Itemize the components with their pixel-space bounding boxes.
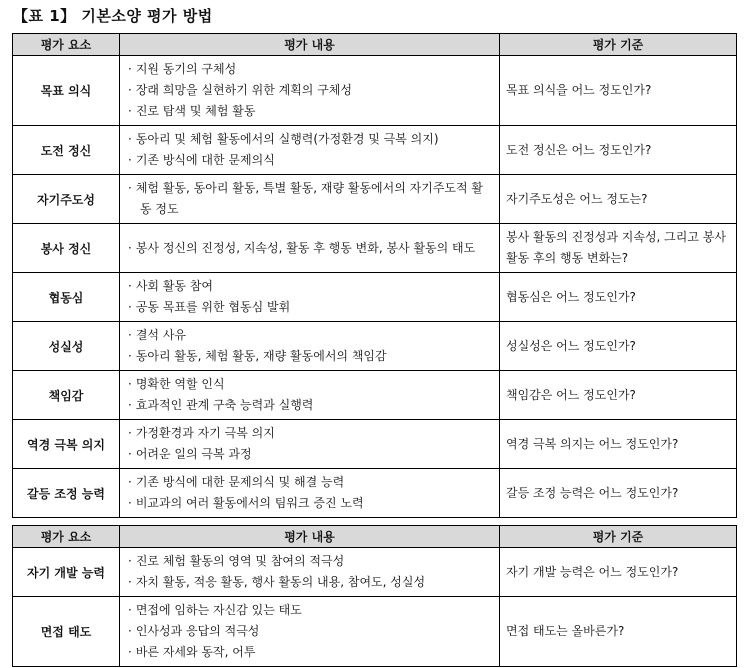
- table-row: [13, 371, 737, 420]
- content-text: 사회 활동 참여: [135, 279, 214, 293]
- content-item: [128, 80, 493, 101]
- bullet-icon: ·: [128, 377, 132, 391]
- content-item: [128, 551, 493, 572]
- evaluation-content: [120, 469, 500, 518]
- bullet-icon: ·: [128, 181, 132, 195]
- content-text: 효과적인 관계 구축 능력과 실행력: [135, 398, 314, 412]
- evaluation-criteria: 협동심은 어느 정도인가?: [500, 273, 737, 322]
- evaluation-content: [120, 322, 500, 371]
- evaluation-element: 면접 태도: [13, 597, 120, 667]
- content-item: [128, 178, 493, 220]
- bullet-icon: ·: [128, 328, 132, 342]
- content-item: [128, 101, 493, 122]
- content-item: [128, 600, 493, 621]
- content-item: [128, 444, 493, 465]
- bullet-icon: ·: [128, 603, 132, 617]
- table-header-row: [13, 526, 737, 548]
- content-item: [128, 325, 493, 346]
- evaluation-criteria: 자기주도성은 어느 정도는?: [500, 175, 737, 224]
- content-text: 진로 탐색 및 체험 활동: [135, 104, 256, 118]
- bullet-icon: ·: [128, 575, 132, 589]
- table-row: [13, 548, 737, 597]
- bullet-icon: ·: [128, 475, 132, 489]
- evaluation-element: 성실성: [13, 322, 120, 371]
- bullet-icon: ·: [128, 104, 132, 118]
- content-text: 체험 활동, 동아리 활동, 특별 활동, 재량 활동에서의 자기주도적 활동 정도: [135, 181, 483, 216]
- header-element: 평가 요소: [13, 34, 120, 56]
- content-text: 기존 방식에 대한 문제의식 및 해결 능력: [135, 475, 345, 489]
- bullet-icon: ·: [128, 62, 132, 76]
- content-item: [128, 238, 493, 259]
- evaluation-element: 도전 정신: [13, 126, 120, 175]
- bullet-icon: ·: [128, 279, 132, 293]
- content-text: 진로 체험 활동의 영역 및 참여의 적극성: [135, 554, 345, 568]
- evaluation-criteria: 면접 태도는 올바른가?: [500, 597, 737, 667]
- content-item: [128, 276, 493, 297]
- evaluation-element: 갈등 조정 능력: [13, 469, 120, 518]
- header-criteria: 평가 기준: [500, 526, 737, 548]
- content-text: 비교과의 여러 활동에서의 팀워크 증진 노력: [135, 496, 364, 510]
- bullet-icon: ·: [128, 496, 132, 510]
- evaluation-element: 책임감: [13, 371, 120, 420]
- table-row: [13, 420, 737, 469]
- content-item: [128, 493, 493, 514]
- evaluation-element: 목표 의식: [13, 56, 120, 126]
- evaluation-content: [120, 420, 500, 469]
- content-text: 인사성과 응답의 적극성: [135, 624, 260, 638]
- content-text: 명확한 역할 인식: [135, 377, 225, 391]
- content-text: 동아리 및 체험 활동에서의 실행력(가정환경 및 극복 의지): [135, 132, 439, 146]
- evaluation-element: 협동심: [13, 273, 120, 322]
- content-text: 자치 활동, 적응 활동, 행사 활동의 내용, 참여도, 성실성: [135, 575, 426, 589]
- evaluation-content: [120, 548, 500, 597]
- evaluation-content: [120, 597, 500, 667]
- content-item: [128, 472, 493, 493]
- bullet-icon: ·: [128, 398, 132, 412]
- table-row: [13, 175, 737, 224]
- content-text: 봉사 정신의 진정성, 지속성, 활동 후 행동 변화, 봉사 활동의 태도: [135, 240, 476, 255]
- evaluation-criteria: 책임감은 어느 정도인가?: [500, 371, 737, 420]
- content-item: [128, 423, 493, 444]
- content-text: 지원 동기의 구체성: [135, 62, 237, 76]
- bullet-icon: ·: [128, 240, 132, 255]
- bullet-icon: ·: [128, 153, 132, 167]
- content-text: 장래 희망을 실현하기 위한 계획의 구체성: [135, 83, 352, 97]
- content-text: 공동 목표를 위한 협동심 발휘: [135, 300, 291, 314]
- bullet-icon: ·: [128, 624, 132, 638]
- header-criteria: 평가 기준: [500, 34, 737, 56]
- evaluation-element: 역경 극복 의지: [13, 420, 120, 469]
- content-text: 기존 방식에 대한 문제의식: [135, 153, 275, 167]
- content-item: [128, 395, 493, 416]
- table-row: [13, 126, 737, 175]
- table-header-row: [13, 34, 737, 56]
- table-row: [13, 322, 737, 371]
- content-item: [128, 621, 493, 642]
- content-text: 동아리 활동, 체험 활동, 재량 활동에서의 책임감: [135, 349, 387, 363]
- content-item: [128, 642, 493, 663]
- content-item: [128, 297, 493, 318]
- content-text: 가정환경과 자기 극복 의지: [135, 426, 275, 440]
- content-text: 바른 자세와 동작, 어투: [135, 645, 256, 659]
- evaluation-criteria: 도전 정신은 어느 정도인가?: [500, 126, 737, 175]
- content-text: 면접에 임하는 자신감 있는 태도: [135, 603, 302, 617]
- content-text: 어려운 일의 극복 과정: [135, 447, 252, 461]
- bullet-icon: ·: [128, 132, 132, 146]
- content-item: [128, 572, 493, 593]
- evaluation-content: [120, 273, 500, 322]
- evaluation-criteria: 역경 극복 의지는 어느 정도인가?: [500, 420, 737, 469]
- evaluation-content: [120, 371, 500, 420]
- evaluation-element: 자기주도성: [13, 175, 120, 224]
- header-element: 평가 요소: [13, 526, 120, 548]
- evaluation-criteria: 성실성은 어느 정도인가?: [500, 322, 737, 371]
- table-row: [13, 224, 737, 273]
- evaluation-element: 자기 개발 능력: [13, 548, 120, 597]
- bullet-icon: ·: [128, 447, 132, 461]
- content-item: [128, 59, 493, 80]
- bullet-icon: ·: [128, 554, 132, 568]
- bullet-icon: ·: [128, 349, 132, 363]
- content-item: [128, 150, 493, 171]
- evaluation-element: 봉사 정신: [13, 224, 120, 273]
- header-content: 평가 내용: [120, 526, 500, 548]
- evaluation-criteria: 갈등 조정 능력은 어느 정도인가?: [500, 469, 737, 518]
- evaluation-criteria: 봉사 활동의 진정성과 지속성, 그리고 봉사 활동 후의 행동 변화는?: [500, 224, 737, 273]
- table-row: [13, 469, 737, 518]
- content-text: 결석 사유: [135, 328, 187, 342]
- evaluation-criteria: 자기 개발 능력은 어느 정도인가?: [500, 548, 737, 597]
- bullet-icon: ·: [128, 426, 132, 440]
- evaluation-table-2: [12, 525, 737, 667]
- table-row: [13, 597, 737, 667]
- evaluation-content: [120, 126, 500, 175]
- table-title: 【표 1】 기본소양 평가 방법: [13, 7, 213, 25]
- table-row: [13, 273, 737, 322]
- bullet-icon: ·: [128, 300, 132, 314]
- evaluation-table-1: [12, 33, 737, 518]
- evaluation-content: [120, 175, 500, 224]
- evaluation-content: [120, 56, 500, 126]
- content-item: [128, 346, 493, 367]
- header-content: 평가 내용: [120, 34, 500, 56]
- bullet-icon: ·: [128, 83, 132, 97]
- evaluation-content: [120, 224, 500, 273]
- evaluation-criteria: 목표 의식을 어느 정도인가?: [500, 56, 737, 126]
- content-item: [128, 374, 493, 395]
- content-item: [128, 129, 493, 150]
- table-row: [13, 56, 737, 126]
- bullet-icon: ·: [128, 645, 132, 659]
